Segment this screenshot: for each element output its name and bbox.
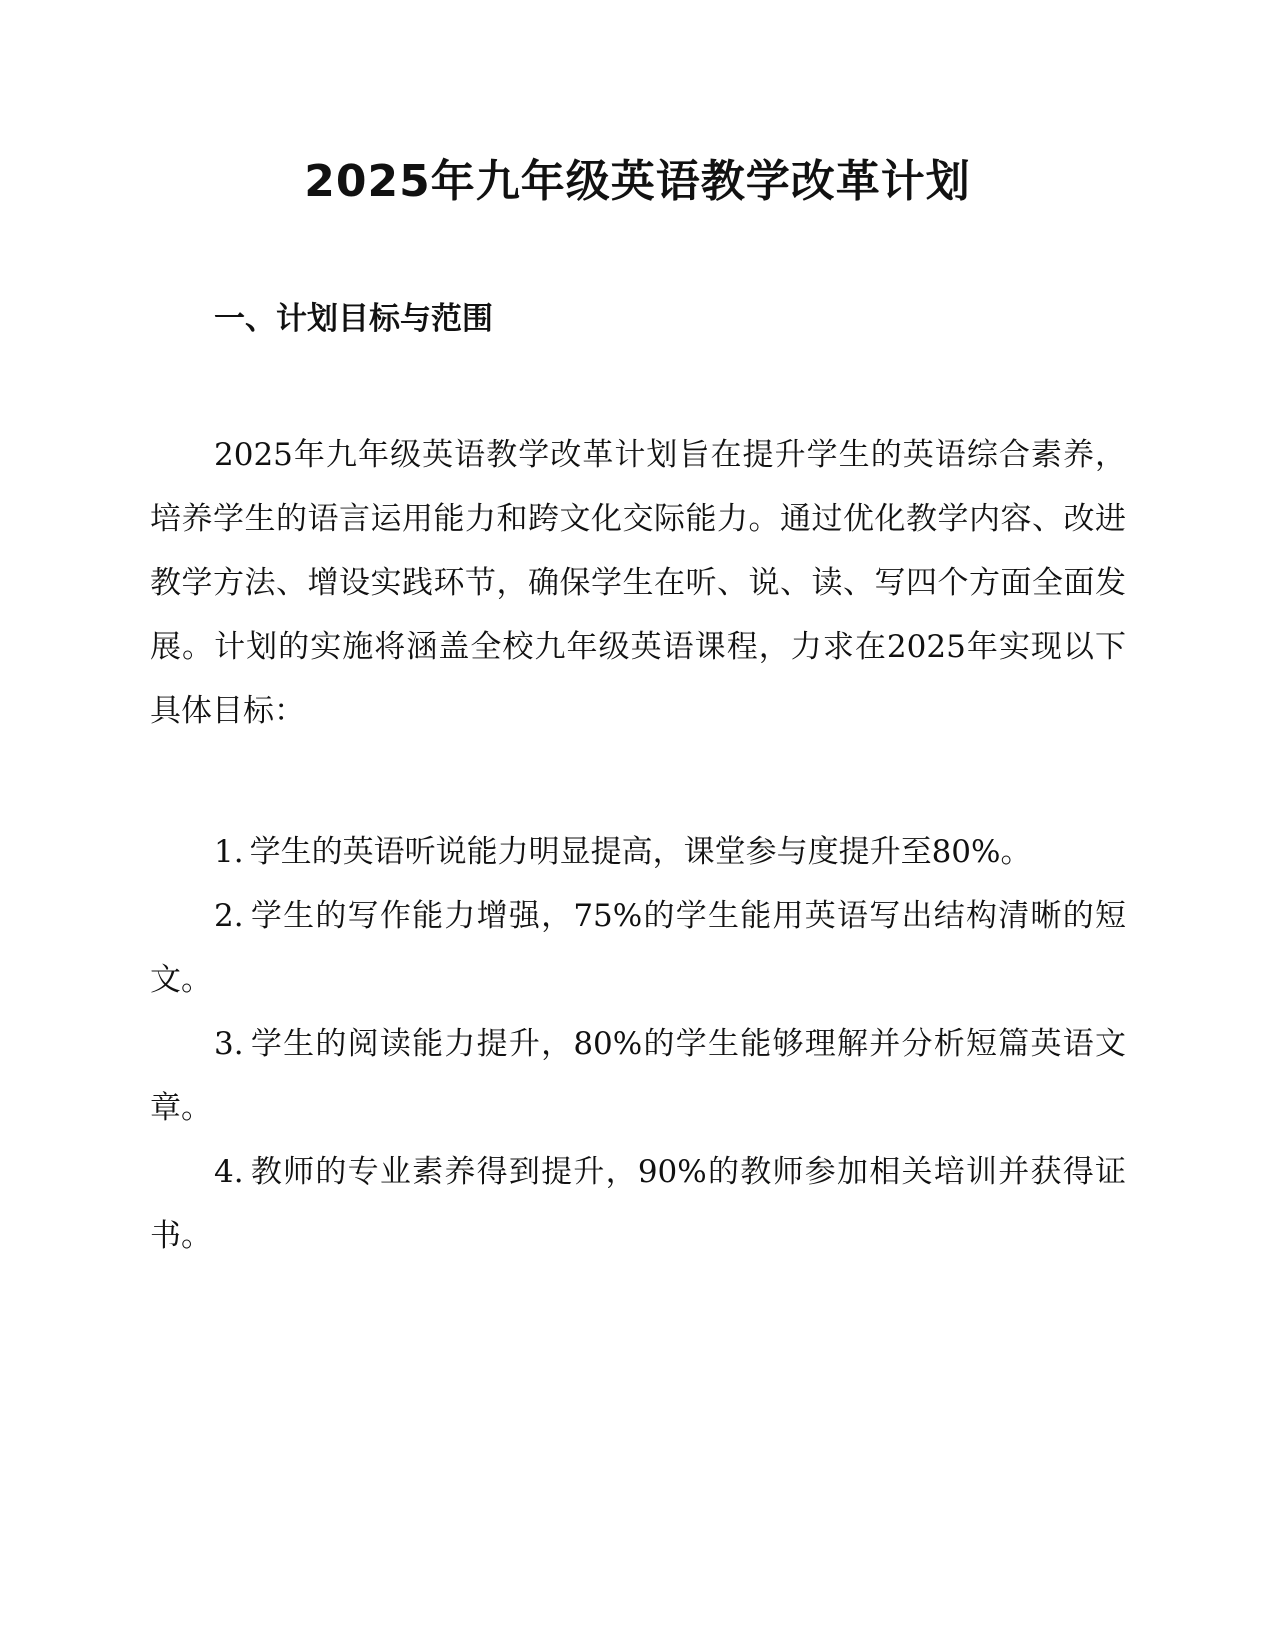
goal-text: 教师的专业素养得到提升，90%的教师参加相关培训并获得证书。 [150,1154,1126,1254]
goal-item [150,884,1126,1012]
page-title: 2025年九年级英语教学改革计划 [304,156,971,207]
goal-number: 2. [214,898,244,934]
section-heading: 一、计划目标与范围 [214,301,493,337]
goal-item [150,1012,1126,1140]
intro-paragraph: 2025年九年级英语教学改革计划旨在提升学生的英语综合素养，培养学生的语言运用能力和跨文化交际能力。通过优化教学内容、改进教学方法、增设实践环节，确保学生在听、说、读、写四个方面全面发展。计划的实施将涵盖全校九年级英语课程，力求在2025年实现以下具体目标： [150,437,1126,729]
goal-item [150,820,1126,884]
goal-text: 学生的写作能力增强，75%的学生能用英语写出结构清晰的短文。 [150,898,1126,998]
goal-text: 学生的英语听说能力明显提高，课堂参与度提升至80%。 [249,834,1032,870]
goal-number: 4. [214,1154,244,1190]
goal-number: 1. [214,834,244,870]
goal-list [150,820,1126,1268]
goal-number: 3. [214,1026,244,1062]
goal-item [150,1140,1126,1268]
goal-text: 学生的阅读能力提升，80%的学生能够理解并分析短篇英语文章。 [150,1026,1126,1126]
